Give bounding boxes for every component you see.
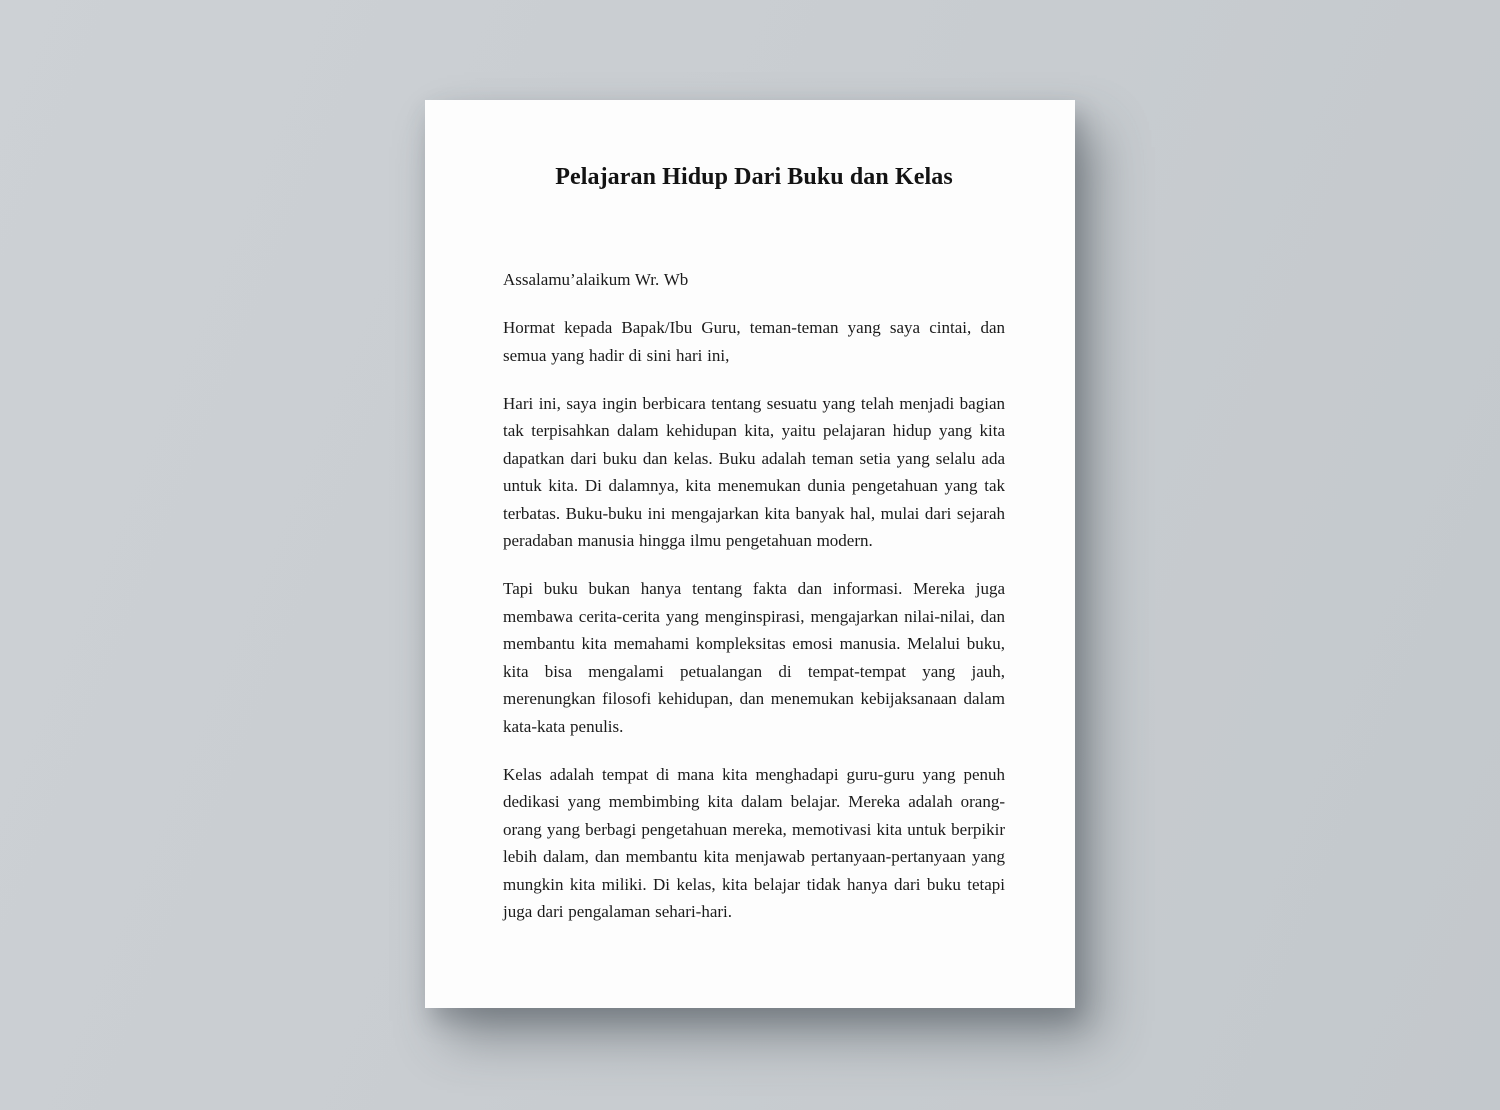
body-paragraph-books-values: Tapi buku bukan hanya tentang fakta dan informasi. Mereka juga membawa cerita-cerita yang menginspirasi, mengajarkan nilai-nilai, dan membantu kita memahami kompleksitas emosi manusia. Melalui buku, kita bisa mengalami petualangan di tempat-tempat yang jauh, merenungkan filosofi kehidupan, dan menemukan kebijaksanaan dalam kata-kata penulis. [503,579,1005,736]
greeting-paragraph: Assalamu’alaikum Wr. Wb [503,270,689,289]
body-paragraph-class: Kelas adalah tempat di mana kita menghadapi guru-guru yang penuh dedikasi yang membimbing kita dalam belajar. Mereka adalah orang-orang yang berbagi pengetahuan mereka, memotivasi kita untuk berpikir lebih dalam, dan membantu kita menjawab pertanyaan-pertanyaan yang mungkin kita miliki. Di kelas, kita belajar tidak hanya dari buku tetapi juga dari pengalaman sehari-hari. [503,764,1005,921]
document-page [425,100,1075,1008]
document-title: Pelajaran Hidup Dari Buku dan Kelas [555,164,953,190]
body-paragraph-books-intro: Hari ini, saya ingin berbicara tentang sesuatu yang telah menjadi bagian tak terpisahkan dalam kehidupan kita, yaitu pelajaran hidup yang kita dapatkan dari buku dan kelas. Buku adalah teman setia yang selalu ada untuk kita. Di dalamnya, kita menemukan dunia pengetahuan yang tak terbatas. Buku-buku ini mengajarkan kita banyak hal, mulai dari sejarah peradaban manusia hingga ilmu pengetahuan modern. [503,393,1005,550]
salutation-paragraph: Hormat kepada Bapak/Ibu Guru, teman-teman yang saya cintai, dan semua yang hadir di sini hari ini, [503,318,1005,365]
